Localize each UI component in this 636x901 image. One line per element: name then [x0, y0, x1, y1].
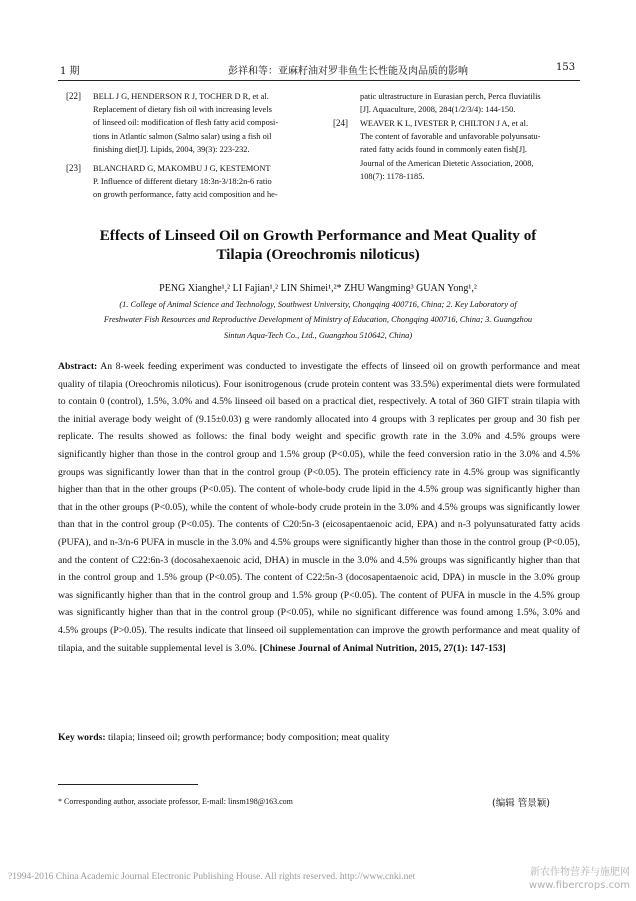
- abstract-citation: [Chinese Journal of Animal Nutrition, 2015, 27(1): 147-153]: [259, 642, 506, 654]
- reference-line: on growth performance, fatty acid composition and he-: [93, 190, 278, 200]
- reference-line: P. Influence of different dietary 18:3n-3/18:2n-6 ratio: [93, 177, 272, 187]
- author-list: PENG Xianghe¹,² LI Fajian¹,² LIN Shimei¹,²* ZHU Wangming³ GUAN Yong¹,²: [159, 283, 477, 294]
- header-rule: [58, 80, 580, 81]
- reference-22: [66, 90, 315, 156]
- reference-24: [333, 117, 585, 183]
- affiliation-line: Sintun Aqua-Tech Co., Ltd., Guangzhou 510642, China): [223, 330, 413, 340]
- reference-line: finishing diet[J]. Lipids, 2004, 39(3): 223-232.: [93, 144, 250, 154]
- reference-line: The content of favorable and unfavorable polyunsatu-: [360, 132, 541, 142]
- keywords-text: tilapia; linseed oil; growth performance; body composition; meat quality: [108, 732, 390, 743]
- reference-line: BLANCHARD G, MAKOMBU J G, KESTEMONT: [93, 164, 271, 173]
- reference-line: Replacement of dietary fish oil with increasing levels: [93, 105, 272, 115]
- keywords: [58, 732, 580, 743]
- editor-note: (编辑 管景颖): [492, 798, 550, 809]
- abstract-label: Abstract:: [58, 361, 98, 372]
- abstract-text: An 8-week feeding experiment was conducted to investigate the effects of linseed oil on growth performance and meat quality of tilapia (Oreochromis niloticus). Four isonitrogenous (crude protein content was 33.5%) experimental diets were formulated to contain 0 (control), 1.5%, 3.0% and 4.5% linseed oil based on a practical diet, respectively. A total of 360 GIFT strain tilapia with the initial average body weight of (9.15±0.03) g were randomly allocated into 4 groups with 3 replicates per group and 30 fish per replicate. The results showed as follows: the final body weight and specific growth rate in the 3.0% and 4.5% groups were significantly higher than those in the control group and 1.5% group (P<0.05), while the feed conversion ratio in the 3.0% and 4.5% groups was significantly lower than that in the control group (P<0.05). The protein efficiency rate in 4.5% group was significantly higher than that in the other groups (P<0.05). The content of whole-body crude lipid in the 4.5% group was significantly higher than that in the other groups (P<0.05), while the content of whole-body crude protein in the 3.0% and 4.5% groups was significantly lower than that in the control group (P<0.05). The contents of C20:5n-3 (eicosapentaenoic acid, EPA) and n-3 polyunsaturated fatty acids (PUFA), and n-3/n-6 PUFA in muscle in the 3.0% and 4.5% groups were significantly higher than those in the control group (P<0.05), and the content of C22:6n-3 (docosahexaenoic acid, DHA) in muscle in the 3.0% and 4.5% groups was significantly higher than that in the control group and 1.5% group (P<0.05). The content of C22:5n-3 (docosapentaenoic acid, DPA) in muscle in the 3.0% group was significantly higher than that in the control group and 1.5% group (P<0.05). The content of PUFA in muscle in the 4.5% group was significantly higher than that in the control group (P<0.05), while no significant difference was found among 1.5%, 3.0% and 4.5% groups (P>0.05). The results indicate that linseed oil supplementation can improve the growth performance and meat quality of tilapia, and the suitable supplemental level is 3.0%.: [58, 361, 580, 654]
- paper-title-line-2: Tilapia (Oreochromis niloticus): [216, 246, 420, 263]
- reference-23-continued: [360, 90, 585, 116]
- reference-line: Journal of the American Dietetic Association, 2008,: [360, 158, 534, 168]
- footnote-corresponding-author: * Corresponding author, associate professor, E-mail: linsm198@163.com: [58, 797, 293, 806]
- reference-line: [J]. Aquaculture, 2008, 284(1/2/3/4): 144-150.: [360, 105, 516, 115]
- affiliation-line: (1. College of Animal Science and Technology, Southwest University, Chongqing 400716, China; 2. Key Laboratory of: [119, 300, 517, 309]
- copyright-notice: ?1994-2016 China Academic Journal Electronic Publishing House. All rights reserved. http://www.cnki.net: [8, 872, 416, 882]
- reference-23: [66, 162, 315, 202]
- reference-number: [24]: [333, 118, 348, 128]
- reference-line: WEAVER K L, IVESTER P, CHILTON J A, et al.: [360, 119, 529, 128]
- abstract: [58, 358, 580, 657]
- reference-number: [23]: [66, 163, 81, 173]
- footnote-rule: [58, 784, 198, 785]
- keywords-label: Key words:: [58, 732, 106, 743]
- watermark: 新农作物营养与施肥网 www.fibercrops.com: [528, 867, 630, 891]
- reference-line: 108(7): 1178-1185.: [360, 171, 425, 181]
- affiliation-line: Freshwater Fish Resources and Reproductive Development of Ministry of Education, Chongqing 400716, China; 3. Guangzhou: [103, 315, 533, 325]
- reference-line: BELL J G, HENDERSON R J, TOCHER D R, et al.: [93, 92, 269, 101]
- reference-number: [22]: [66, 91, 81, 101]
- running-title: 彭祥和等：亚麻籽油对罗非鱼生长性能及肉品质的影响: [228, 66, 468, 77]
- reference-line: of linseed oil: modification of flesh fatty acid composi-: [93, 118, 279, 128]
- reference-line: tions in Atlantic salmon (Salmo salar) using a fish oil: [93, 131, 272, 141]
- page-number: 153: [556, 62, 576, 73]
- reference-line: patic ultrastructure in Eurasian perch, Perca fluviatilis: [360, 92, 541, 101]
- affiliation-block: [60, 297, 576, 343]
- issue-number: 1 期: [60, 66, 80, 77]
- paper-title-line-1: Effects of Linseed Oil on Growth Performance and Meat Quality of: [99, 227, 537, 244]
- reference-line: rated fatty acids found in commonly eaten fish[J].: [360, 145, 527, 155]
